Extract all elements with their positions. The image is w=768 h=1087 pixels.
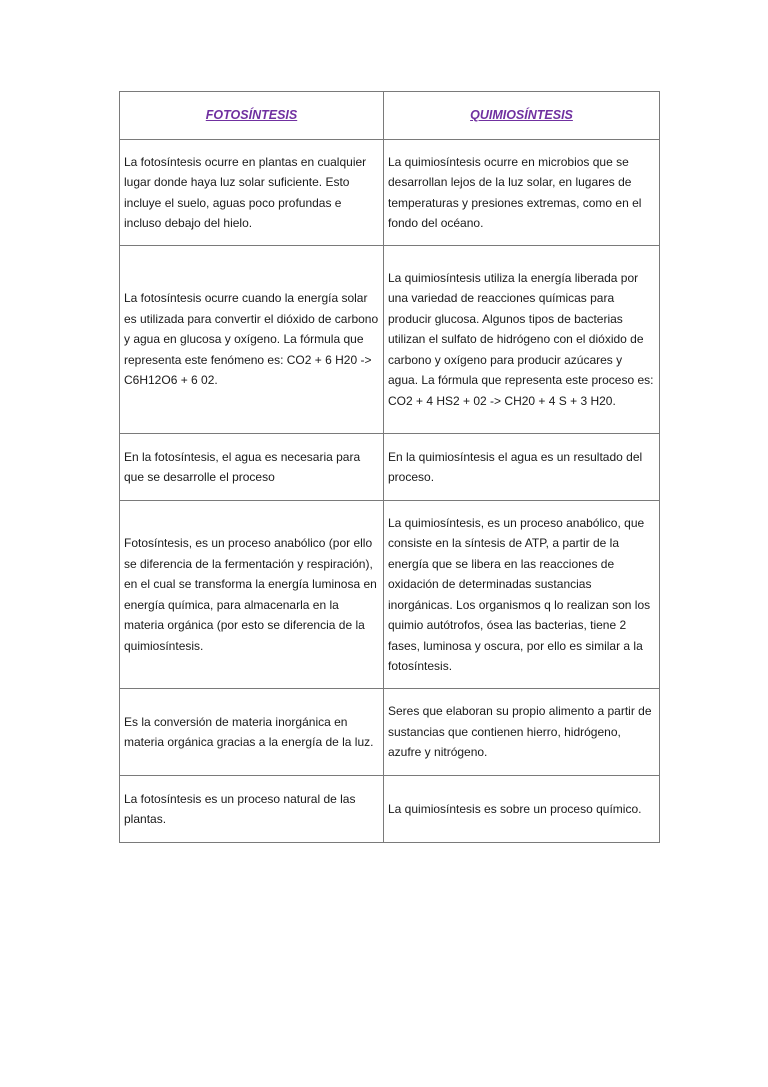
cell-fotosintesis [120, 501, 384, 689]
table-row [120, 140, 660, 246]
cell-text: La quimiosíntesis es sobre un proceso químico. [388, 801, 642, 816]
cell-text: La fotosíntesis ocurre cuando la energía solar es utilizada para convertir el dióxido de carbono y agua en glucosa y oxígeno. La fórmula que representa este fenómeno es: CO2 + 6 H20 -> C6H12O6 + 6 02. [124, 291, 379, 388]
header-cell-quimiosintesis [384, 92, 660, 140]
cell-text: La quimiosíntesis utiliza la energía liberada por una variedad de reacciones químicas para producir glucosa. Algunos tipos de bacterias utilizan el sulfato de hidrógeno con el dióxido de carbono y oxígeno para producir azúcares y agua. La fórmula que representa este proceso es: CO2 + 4 HS2 + 02 -> CH20 + 4 S + 3 H20. [388, 270, 654, 408]
cell-fotosintesis [120, 689, 384, 776]
cell-quimiosintesis [384, 434, 660, 501]
comparison-table [119, 91, 660, 843]
cell-text: La fotosíntesis ocurre en plantas en cualquier lugar donde haya luz solar suficiente. Esto incluye el suelo, aguas poco profundas e incluso debajo del hielo. [124, 154, 367, 230]
table-row [120, 689, 660, 776]
cell-fotosintesis [120, 776, 384, 843]
cell-text: Es la conversión de materia inorgánica en materia orgánica gracias a la energía de la luz. [124, 714, 374, 749]
header-cell-fotosintesis [120, 92, 384, 140]
cell-quimiosintesis [384, 246, 660, 434]
cell-quimiosintesis [384, 501, 660, 689]
cell-text: La quimiosíntesis, es un proceso anabólico, que consiste en la síntesis de ATP, a partir de la energía que se libera en las reacciones de oxidación de determinadas sustancias inorgánicas. Los organismos q lo realizan son los quimio autótrofos, ósea las bacterias, tiene 2 fases, luminosa y oscura, por ello es similar a la fotosíntesis. [388, 515, 651, 673]
cell-text: La fotosíntesis es un proceso natural de las plantas. [124, 791, 356, 826]
cell-text: Fotosíntesis, es un proceso anabólico (por ello se diferencia de la fermentación y respiración), en el cual se transforma la energía luminosa en energía química, para almacenarla en la materia orgánica (por esto se diferencia de la quimiosíntesis. [124, 536, 377, 653]
cell-quimiosintesis [384, 140, 660, 246]
table-row [120, 246, 660, 434]
table-row [120, 501, 660, 689]
cell-text: Seres que elaboran su propio alimento a partir de sustancias que contienen hierro, hidrógeno, azufre y nitrógeno. [388, 704, 652, 760]
cell-fotosintesis [120, 246, 384, 434]
table-header-row [120, 92, 660, 140]
header-fotosintesis: FOTOSÍNTESIS [205, 108, 298, 123]
cell-text: En la quimiosíntesis el agua es un resultado del proceso. [388, 449, 643, 484]
cell-fotosintesis [120, 140, 384, 246]
cell-fotosintesis [120, 434, 384, 501]
table-row [120, 434, 660, 501]
header-quimiosintesis: QUIMIOSÍNTESIS [470, 108, 573, 123]
table-row [120, 776, 660, 843]
cell-quimiosintesis [384, 776, 660, 843]
cell-text: En la fotosíntesis, el agua es necesaria para que se desarrolle el proceso [124, 449, 361, 484]
cell-quimiosintesis [384, 689, 660, 776]
cell-text: La quimiosíntesis ocurre en microbios que se desarrollan lejos de la luz solar, en lugares de temperaturas y presiones extremas, como en el fondo del océano. [388, 154, 642, 230]
